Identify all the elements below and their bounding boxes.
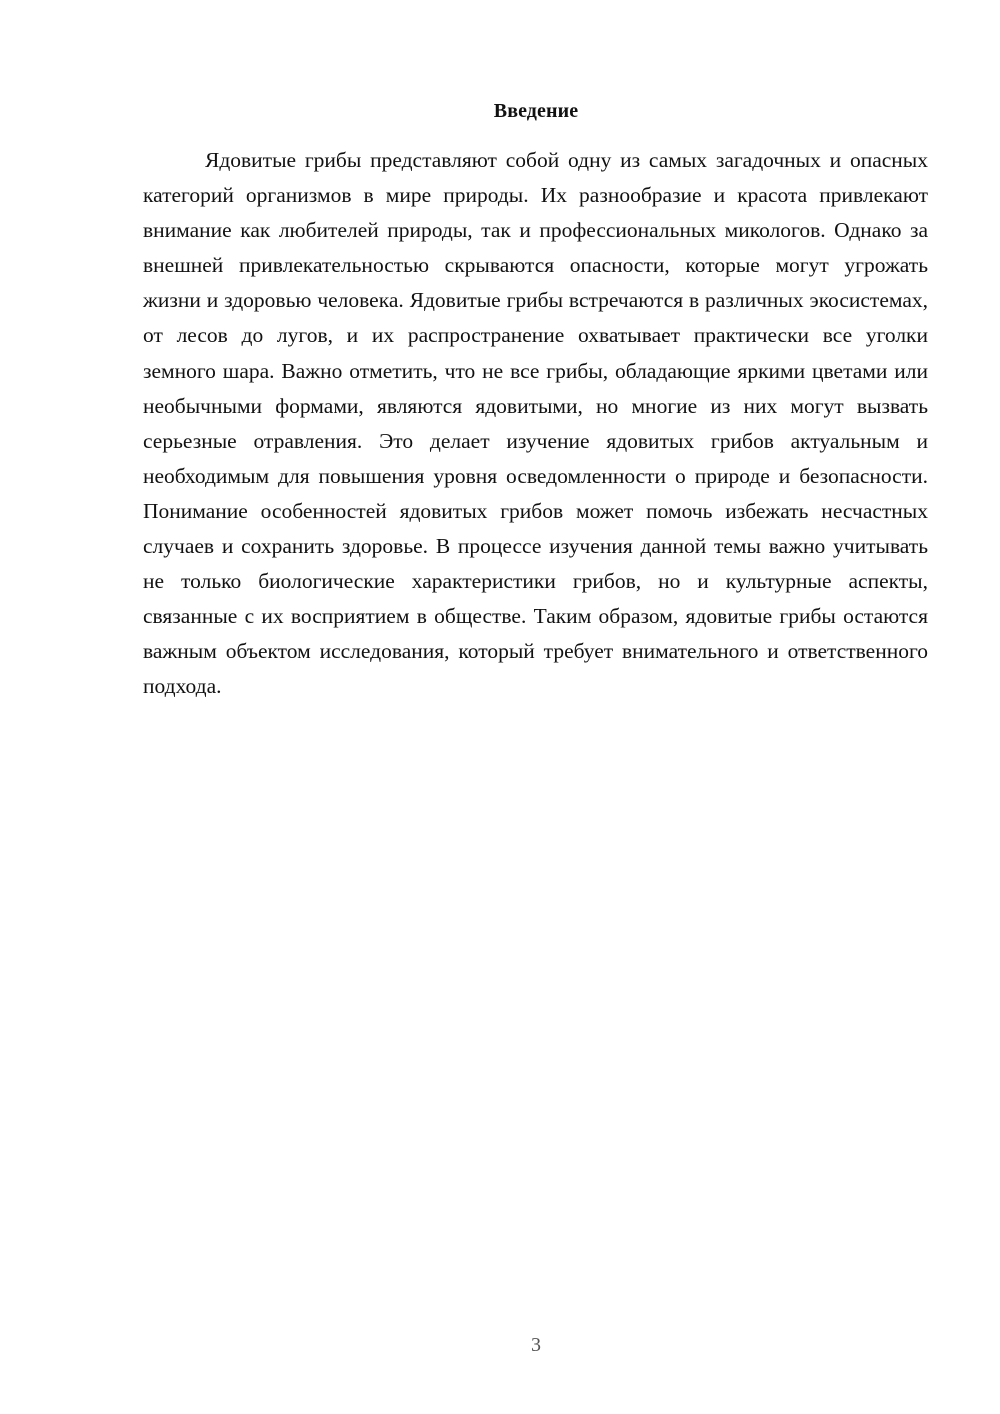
page-number: 3 <box>531 1334 541 1356</box>
body-paragraph: Ядовитые грибы представляют собой одну из самых загадочных и опасных категорий организмов в мире природы. Их разнообразие и красота привлекают внимание как любителей природы, так и профессиональных микологов. Однако за внешней привлекательностью скрываются опасности, которые могут угрожать жизни и здоровью человека. Ядовитые грибы встречаются в различных экосистемах, от лесов до лугов, и их распространение охватывает практически все уголки земного шара. Важно отметить, что не все грибы, обладающие яркими цветами или необычными формами, являются ядовитыми, но многие из них могут вызвать серьезные отравления. Это делает изучение ядовитых грибов актуальным и необходимым для повышения уровня осведомленности о природе и безопасности. Понимание особенностей ядовитых грибов может помочь избежать несчастных случаев и сохранить здоровье. В процессе изучения данной темы важно учитывать не только биологические характеристики грибов, но и культурные аспекты, связанные с их восприятием в обществе. Таким образом, ядовитые грибы остаются важным объектом исследования, который требует внимательного и ответственного подхода. <box>143 148 928 699</box>
section-heading: Введение <box>493 100 579 122</box>
